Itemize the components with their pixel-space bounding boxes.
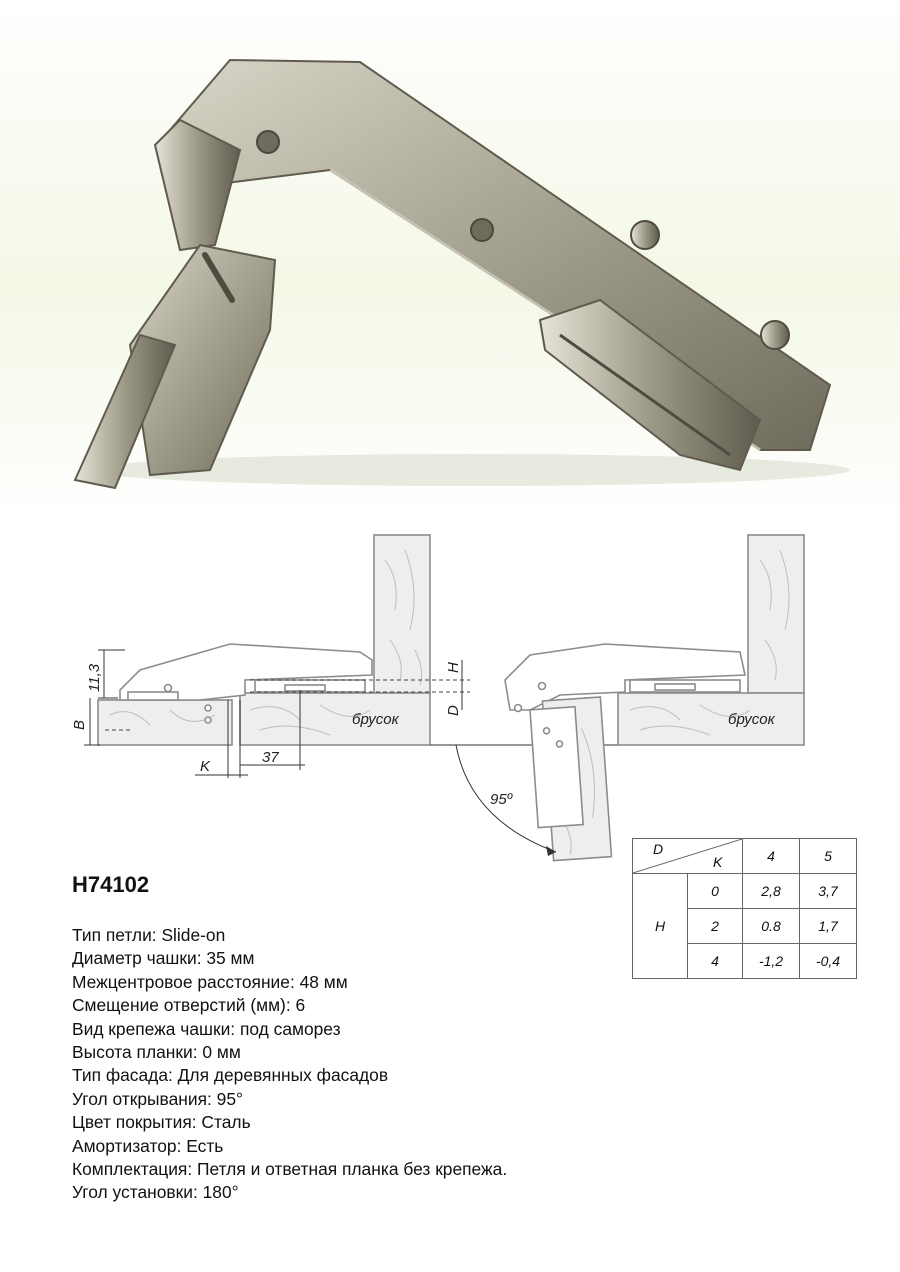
spec-install-angle: Угол установки: 180°: [72, 1182, 239, 1203]
dim-b: B: [71, 719, 88, 730]
offset-table: [632, 838, 857, 979]
table-cell: 1,7: [800, 909, 857, 944]
dim-11-3: 11,3: [86, 663, 103, 692]
spec-cup-fixing: Вид крепежа чашки: под саморез: [72, 1018, 341, 1039]
d-value: 2: [688, 909, 743, 944]
product-code: H74102: [72, 872, 150, 897]
corner-d-label: D: [653, 841, 664, 857]
table-row: [633, 874, 857, 909]
table-corner-cell: [633, 839, 743, 874]
d-value: 0: [688, 874, 743, 909]
spec-finish-color: Цвет покрытия: Сталь: [72, 1112, 251, 1133]
table-cell: -1,2: [743, 944, 800, 979]
dim-h: H: [445, 662, 462, 673]
label-brusok-left: брусок: [352, 711, 399, 728]
k-header-5: 5: [800, 839, 857, 874]
row-header-h: H: [633, 874, 688, 979]
spec-list: [72, 924, 507, 1205]
bar-right: [618, 693, 804, 745]
d-value: 4: [688, 944, 743, 979]
spec-facade-type: Тип фасада: Для деревянных фасадов: [72, 1065, 389, 1086]
spec-cup-diameter: Диаметр чашки: 35 мм: [72, 948, 255, 969]
door-left: [98, 700, 232, 745]
open-position-drawing: [448, 535, 804, 862]
spec-opening-angle: Угол открывания: 95°: [72, 1088, 243, 1109]
dim-d: D: [445, 705, 462, 716]
corner-diagonal: [633, 839, 742, 873]
table-cell: 2,8: [743, 874, 800, 909]
hinge-photo: [0, 0, 900, 520]
corner-k-label: K: [713, 854, 723, 870]
spec-hinge-type: Тип петли: Slide-on: [72, 925, 226, 945]
spec-plate-height: Высота планки: 0 мм: [72, 1042, 241, 1063]
spec-hole-offset: Смещение отверстий (мм): 6: [72, 995, 306, 1016]
spec-package: Комплектация: Петля и ответная планка без крепежа.: [72, 1159, 508, 1180]
angle-label: 95º: [490, 791, 513, 808]
spec-damper: Амортизатор: Есть: [72, 1135, 224, 1156]
bar-left: [240, 693, 430, 745]
spec-center-distance: Межцентровое расстояние: 48 мм: [72, 971, 348, 992]
dim-37: 37: [262, 749, 279, 766]
dim-k: K: [200, 758, 211, 775]
label-brusok-right: брусок: [728, 711, 775, 728]
table-cell: 0.8: [743, 909, 800, 944]
table-header-row: [633, 839, 857, 874]
k-header-4: 4: [743, 839, 800, 874]
table-cell: 3,7: [800, 874, 857, 909]
installation-diagram: [0, 520, 900, 880]
table-cell: -0,4: [800, 944, 857, 979]
